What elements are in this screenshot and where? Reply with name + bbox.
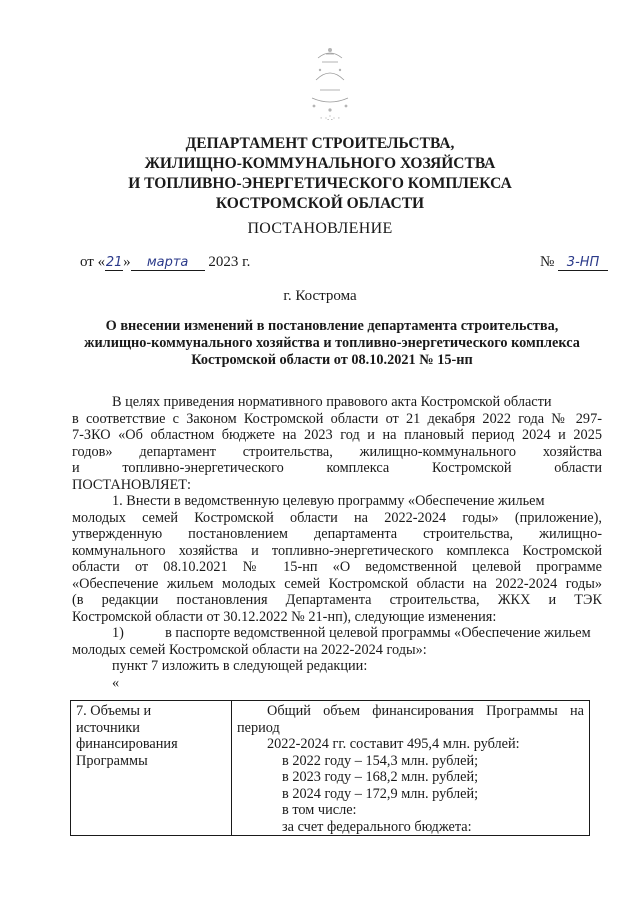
cell-line: в 2023 году – 168,2 млн. рублей; [282,769,479,785]
body-line: 1. Внести в ведомственную целевую программу «Обеспечение жильем [112,493,545,509]
subject-line-2: жилищно-коммунального хозяйства и топливно-энергетического комплекса [84,335,580,351]
subject-line-1: О внесении изменений в постановление департамента строительства, [105,318,559,334]
body-line: 7-ЗКО «Об областном бюджете на 2023 год и на плановый период 2024 и 2025 [72,427,602,443]
body-line: области от 08.10.2021 № 15-нп «О ведомственной целевой программе [72,559,602,575]
body-line: молодых семей Костромской области на 2022-2024 годы»: [72,641,427,658]
body-line: пункт 7 изложить в следующей редакции: [112,658,368,674]
cell-line: за счет федерального бюджета: [282,818,472,835]
cell-line: период [237,719,280,736]
table-row [71,701,590,836]
date-month: марта [131,255,205,271]
cell-line: Общий объем финансирования Программы на [267,703,584,719]
date-prefix: от « [80,254,106,270]
number-prefix: № [540,254,555,270]
document-subject [60,318,604,369]
department-line-3: И ТОПЛИВНО-ЭНЕРГЕТИЧЕСКОГО КОМПЛЕКСА [128,175,512,192]
document-body [72,394,602,691]
cell-line: 2022-2024 гг. составит 495,4 млн. рублей: [267,736,520,752]
date-day: 21 [105,255,123,270]
cell-line: 7. Объемы и [76,703,152,719]
body-line: утвержденную постановлением департамента строительства, жилищно- [72,526,602,542]
cell-line: в 2024 году – 172,9 млн. рублей; [282,785,479,802]
table-cell-label [71,701,232,836]
date-year: 2023 г. [208,254,251,270]
cell-line: в 2022 году – 154,3 млн. рублей; [282,752,479,769]
document-date [80,254,250,271]
date-mid: » [123,254,131,270]
emblem-caption: · ∙∴∙ · [319,113,341,123]
department-line-1: ДЕПАРТАМЕНТ СТРОИТЕЛЬСТВА, [185,135,455,152]
coat-of-arms-icon [298,40,362,122]
cell-line: финансирования [76,736,178,752]
body-line: и топливно-энергетического комплекса Костромской области [72,460,602,476]
body-line: Костромской области от 30.12.2022 № 21-нп), следующие изменения: [72,608,497,625]
cell-line: Программы [76,752,148,769]
department-line-2: ЖИЛИЩНО-КОММУНАЛЬНОГО ХОЗЯЙСТВА [144,155,496,172]
body-line: молодых семей Костромской области на 2022-2024 годы» (приложение), [72,509,602,526]
body-line: (в редакции постановления Департамента строительства, ЖКХ и ТЭК [72,592,602,608]
table-cell-value [232,701,590,836]
body-line [72,625,602,642]
list-marker: 1) [112,625,124,641]
department-line-4: КОСТРОМСКОЙ ОБЛАСТИ [215,195,425,212]
department-name [0,134,640,214]
subject-line-3: Костромской области от 08.10.2021 № 15-нп [191,352,473,368]
body-line: коммунального хозяйства и топливно-энергетического комплекса Костромской [72,542,602,559]
body-line: годов» департамент строительства, жилищно-коммунального хозяйства [72,443,602,460]
cell-line: источники [76,719,140,736]
cell-line: в том числе: [282,802,357,818]
document-type: ПОСТАНОВЛЕНИЕ [247,220,393,237]
coat-of-arms [298,40,362,122]
body-line: ПОСТАНОВЛЯЕТ: [72,476,192,493]
body-line: «Обеспечение жильем молодых семей Костромской области на 2022-2024 годы» [72,575,602,592]
list-text: в паспорте ведомственной целевой программы «Обеспечение жильем [165,625,591,641]
city: г. Кострома [283,288,357,304]
body-line: « [112,674,120,691]
number-value: 3-НП [558,255,608,271]
document-number [540,254,608,271]
body-line: в соответствие с Законом Костромской области от 21 декабря 2022 года № 297- [72,410,602,427]
body-line: В целях приведения нормативного правового акта Костромской области [112,394,552,410]
financing-table [70,700,590,836]
